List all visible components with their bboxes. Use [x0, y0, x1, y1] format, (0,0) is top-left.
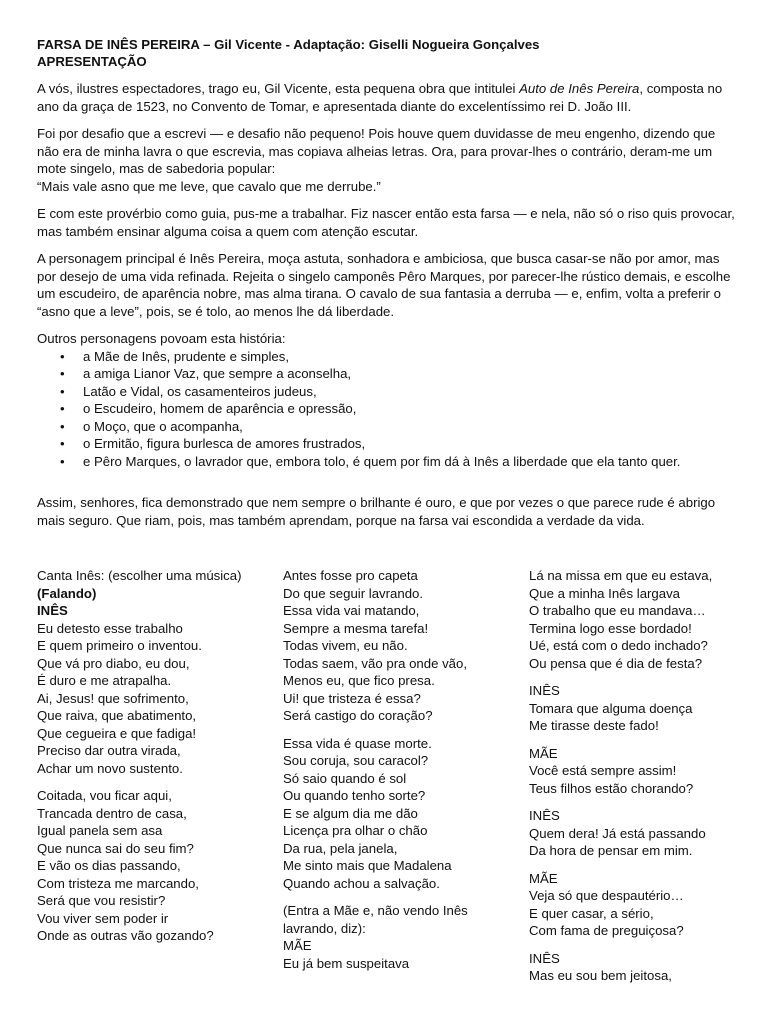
list-item: • o Ermitão, figura burlesca de amores frustrados, [83, 435, 737, 453]
list-item: • o Moço, que o acompanha, [83, 418, 737, 436]
verse-line: E se algum dia me dão [283, 805, 418, 821]
verse-line: Que a minha Inês largava [529, 585, 681, 601]
intro-paragraph-3: E com este provérbio como guia, pus-me a trabalhar. Fiz nascer então esta farsa — e nela, não só o riso quis provocar, mas também ensinar alguma coisa a quem com atenção escutar. [37, 206, 735, 239]
speaker-name: INÊS [529, 683, 560, 698]
verse-line: Todas saem, vão pra onde vão, [283, 655, 468, 671]
verse-line: Que cegueira e que fadiga! [37, 725, 197, 741]
verse-line: Veja só que despautério… [529, 888, 684, 903]
stanza [283, 567, 513, 725]
verse-line: Que raiva, que abatimento, [37, 708, 197, 723]
verse-line: Ou pensa que é dia de festa? [529, 655, 703, 671]
stanza [529, 567, 737, 672]
intro-paragraph-2: Foi por desafio que a escrevi — e desafio não pequeno! Pois houve quem duvidasse de meu engenho, dizendo que não era de minha lavra o que escrevia, mas copiava alheias letras. Ora, para provar-lhes o contrário, deram-me um mote singelo, mas de sabedoria popular: [37, 126, 716, 176]
speaker-name: MÃE [283, 938, 312, 953]
speaker-name: INÊS [529, 950, 560, 966]
document-page [37, 36, 737, 529]
verse-line: Trancada dentro de casa, [37, 805, 187, 821]
list-item: • e Pêro Marques, o lavrador que, embora tolo, é quem por fim dá à Inês a liberdade que ela tanto quer. [83, 453, 737, 471]
verse-line: Eu detesto esse trabalho [37, 620, 183, 636]
verse-line: Sempre a mesma tarefa! [283, 620, 429, 636]
script-column-3 [529, 567, 737, 985]
verse-line: Ué, está com o dedo inchado? [529, 638, 708, 653]
stanza [37, 620, 267, 778]
script-column-2 [283, 567, 513, 972]
verse-line: Do que seguir lavrando. [283, 585, 424, 601]
verse-line: Onde as outras vão gozando? [37, 928, 214, 943]
section-heading: APRESENTAÇÃO [37, 54, 147, 69]
verse-line: Da rua, pela janela, [283, 840, 398, 856]
intro-paragraph-5: Outros personagens povoam esta história: [37, 331, 286, 346]
verse-line: Essa vida é quase morte. [283, 735, 432, 751]
intro-paragraph-1 [37, 80, 737, 115]
verse-line: Vou viver sem poder ir [37, 910, 169, 926]
verse-line: Me tirasse deste fado! [529, 718, 659, 733]
play-title-italic: Auto de Inês Pereira [519, 81, 640, 96]
intro-paragraph-4: A personagem principal é Inês Pereira, moça astuta, sonhadora e ambiciosa, que busca casar-se não por amor, mas por desejo de uma vida refinada. Rejeita o singelo camponês Pêro Marques, por parecer-lhe rústico demais, e escolhe um escudeiro, de aparência nobre, mas alma tirana. O cavalo de sua fantasia a derruba — e, enfim, volta a preferir o “asno que a leve”, pois, se é tolo, ao menos lhe dá liberdade. [37, 251, 731, 319]
speaker-name: MÃE [529, 870, 558, 886]
speaker-name: INÊS [37, 603, 68, 618]
verse-line: Licença pra olhar o chão [283, 823, 428, 838]
characters-list [37, 348, 737, 471]
verse-line: Com tristeza me marcando, [37, 875, 199, 891]
verse-line: Quem dera! Já está passando [529, 825, 706, 841]
verse-line: E quem primeiro o inventou. [37, 638, 202, 653]
stanza [283, 735, 513, 893]
verse-line: Achar um novo sustento. [37, 760, 183, 776]
verse-line: Preciso dar outra virada, [37, 743, 181, 758]
song-note: Canta Inês: (escolher uma música) [37, 568, 242, 583]
verse-line: E quer casar, a sério, [529, 905, 654, 921]
verse-line: Que vá pro diabo, eu dou, [37, 655, 190, 671]
stanza [37, 787, 267, 945]
verse-line: Eu já bem suspeitava [283, 955, 410, 971]
verse-line: Que nunca sai do seu fim? [37, 840, 194, 856]
speaker-name: MÃE [529, 745, 558, 761]
verse-line: Menos eu, que fico presa. [283, 673, 435, 688]
verse-line: Coitada, vou ficar aqui, [37, 788, 172, 803]
verse-line: Com fama de preguiçosa? [529, 923, 684, 938]
verse-line: Ai, Jesus! que sofrimento, [37, 690, 189, 706]
verse-line: Mas eu sou bem jeitosa, [529, 968, 672, 983]
verse-line: Quando achou a salvação. [283, 875, 440, 891]
verse-line: Será castigo do coração? [283, 708, 433, 723]
list-item: • o Escudeiro, homem de aparência e opressão, [83, 400, 737, 418]
verse-line: Ui! que tristeza é essa? [283, 690, 421, 706]
verse-line: Sou coruja, sou caracol? [283, 753, 429, 768]
speaker-name: INÊS [529, 808, 560, 823]
document-title: FARSA DE INÊS PEREIRA – Gil Vicente - Adaptação: Giselli Nogueira Gonçalves [37, 37, 540, 52]
intro-p1-text-end: , composta no ano da graça de 1523, no Convento de Tomar, e apresentada diante do excelentíssimo rei D. João III. [37, 81, 723, 114]
verse-line: Essa vida vai matando, [283, 603, 420, 618]
verse-line: Me sinto mais que Madalena [283, 858, 452, 873]
verse-line: Você está sempre assim! [529, 763, 677, 778]
verse-line: O trabalho que eu mandava… [529, 603, 706, 618]
verse-line: Antes fosse pro capeta [283, 568, 418, 583]
intro-p1-text: A vós, ilustres espectadores, trago eu, Gil Vicente, esta pequena obra que intitulei [37, 81, 520, 96]
intro-paragraph-6: Assim, senhores, fica demonstrado que nem sempre o brilhante é ouro, e que por vezes o que parece rude é abrigo mais seguro. Que riam, pois, mas também aprendam, porque na farsa vai escondida a verdade da vida. [37, 495, 716, 528]
verse-line: Será que vou resistir? [37, 893, 166, 908]
list-item: • Latão e Vidal, os casamenteiros judeus, [83, 383, 737, 401]
verse-line: Termina logo esse bordado! [529, 620, 692, 636]
verse-line: Só saio quando é sol [283, 770, 407, 786]
verse-line: É duro e me atrapalha. [37, 673, 172, 688]
list-item: • a Mãe de Inês, prudente e simples, [83, 348, 737, 366]
verse-line: Lá na missa em que eu estava, [529, 568, 713, 583]
verse-line: Igual panela sem asa [37, 823, 163, 838]
script-column-1 [37, 567, 267, 945]
verse-line: Todas vivem, eu não. [283, 638, 408, 653]
list-item: • a amiga Lianor Vaz, que sempre a aconselha, [83, 365, 737, 383]
verse-line: Tomara que alguma doença [529, 700, 693, 716]
verse-line: E vão os dias passando, [37, 858, 181, 873]
stage-direction: (Falando) [37, 585, 97, 601]
proverb-quote: “Mais vale asno que me leve, que cavalo que me derrube.” [37, 178, 381, 194]
stage-direction: (Entra a Mãe e, não vendo Inês lavrando, diz): [283, 903, 468, 936]
verse-line: Da hora de pensar em mim. [529, 843, 693, 858]
verse-line: Ou quando tenho sorte? [283, 788, 426, 803]
verse-line: Teus filhos estão chorando? [529, 780, 694, 796]
